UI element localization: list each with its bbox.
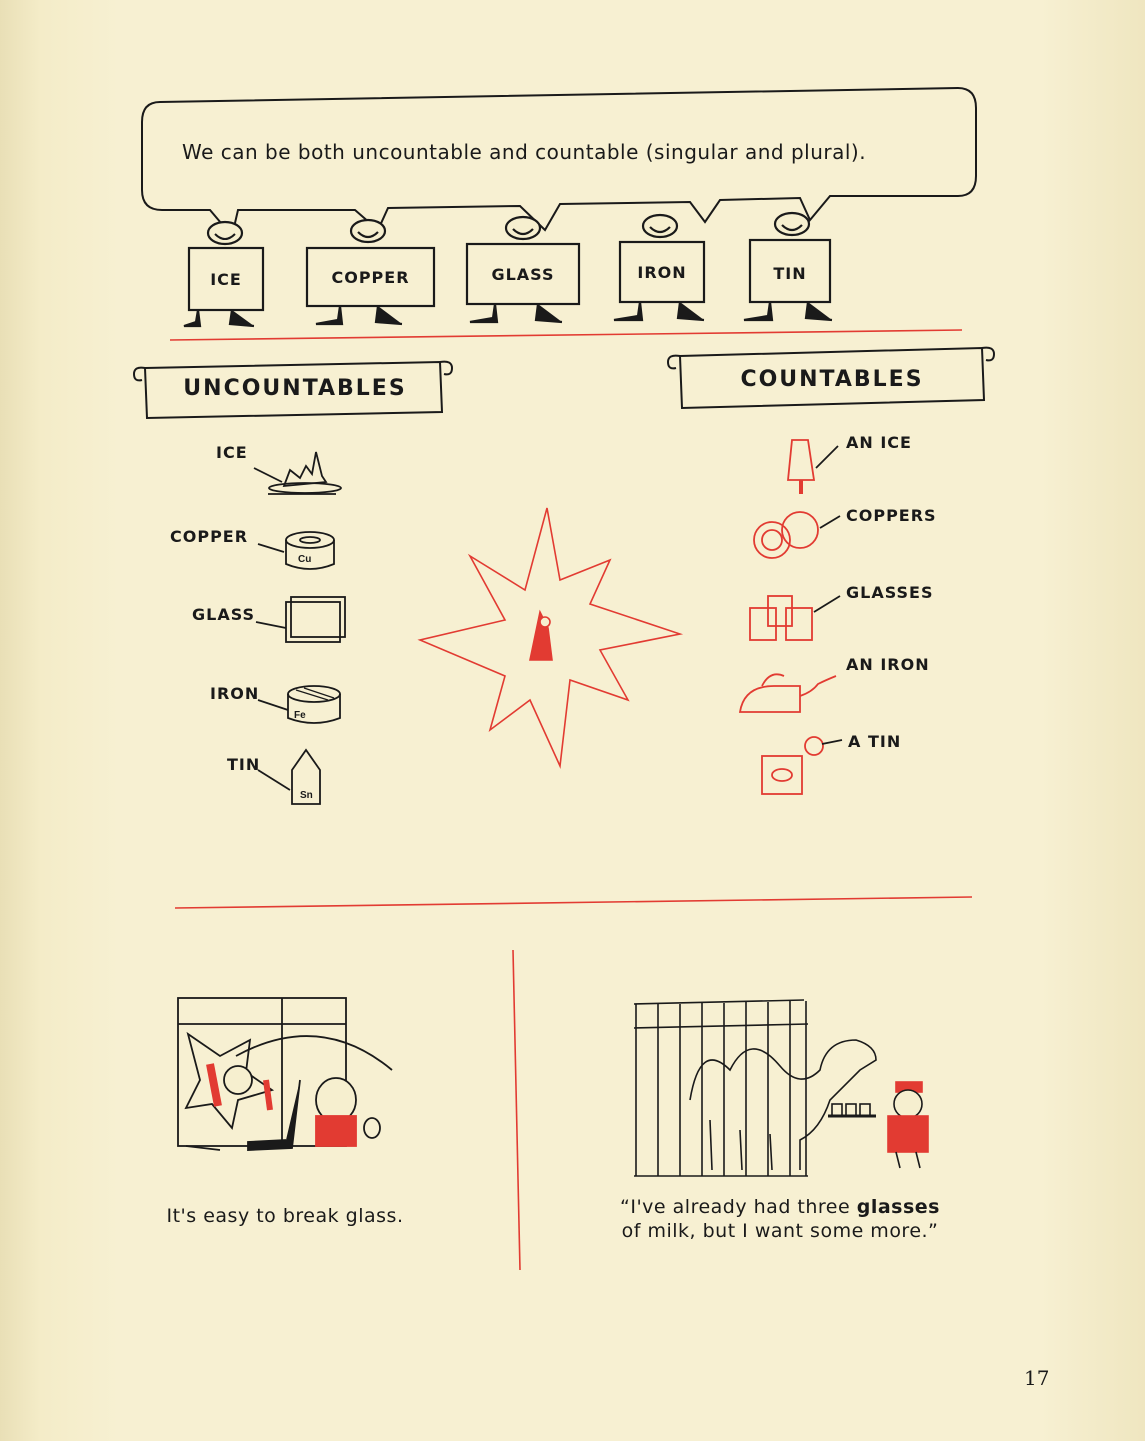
divider-top <box>170 330 962 340</box>
uncountable-item-ice: ICE <box>216 443 248 462</box>
ice-cream-illustration <box>788 440 838 494</box>
uncountables-title: UNCOUNTABLES <box>183 376 407 401</box>
broken-window-cartoon <box>178 998 392 1150</box>
starburst <box>420 508 680 766</box>
ice-illustration <box>254 452 341 494</box>
countable-item-an-iron: AN IRON <box>846 655 930 674</box>
divider-vertical <box>513 950 520 1270</box>
countable-item-coppers: COPPERS <box>846 506 937 525</box>
countable-item-a-tin: A TIN <box>848 732 902 751</box>
countable-item-an-ice: AN ICE <box>846 433 912 452</box>
countable-item-glasses: GLASSES <box>846 583 934 602</box>
uncountable-item-glass: GLASS <box>192 605 256 624</box>
glass-illustration <box>256 597 345 642</box>
page-number: 17 <box>1024 1366 1050 1390</box>
character-label-glass: GLASS <box>491 265 555 284</box>
copper-symbol: Cu <box>298 554 312 565</box>
uncountable-item-copper: COPPER <box>170 527 249 546</box>
caption-right-line1-bold: glasses <box>856 1196 940 1218</box>
caption-right-line1 <box>580 1195 980 1219</box>
copper-illustration <box>258 532 334 569</box>
glasses-illustration <box>750 596 840 640</box>
iron-appliance-illustration <box>740 674 836 712</box>
character-label-ice: ICE <box>210 270 242 289</box>
countables-title: COUNTABLES <box>740 367 924 392</box>
caption-right-line2: of milk, but I want some more.” <box>621 1220 939 1242</box>
speech-bubble-text: We can be both uncountable and countable (singular and plural). <box>182 140 867 164</box>
coppers-illustration <box>754 512 840 558</box>
divider-middle <box>175 897 972 908</box>
caption-right-line1-text: “I've already had three <box>620 1196 857 1218</box>
tin-can-illustration <box>762 737 842 794</box>
character-label-copper: COPPER <box>331 268 410 287</box>
tin-symbol: Sn <box>300 790 313 801</box>
caption-left: It's easy to break glass. <box>166 1205 404 1227</box>
caption-right <box>580 1195 980 1243</box>
uncountable-item-iron: IRON <box>210 684 260 703</box>
camel-cage-cartoon <box>634 1000 928 1176</box>
iron-symbol: Fe <box>294 710 306 721</box>
character-label-tin: TIN <box>773 264 807 283</box>
uncountable-item-tin: TIN <box>227 755 261 774</box>
character-label-iron: IRON <box>637 263 687 282</box>
